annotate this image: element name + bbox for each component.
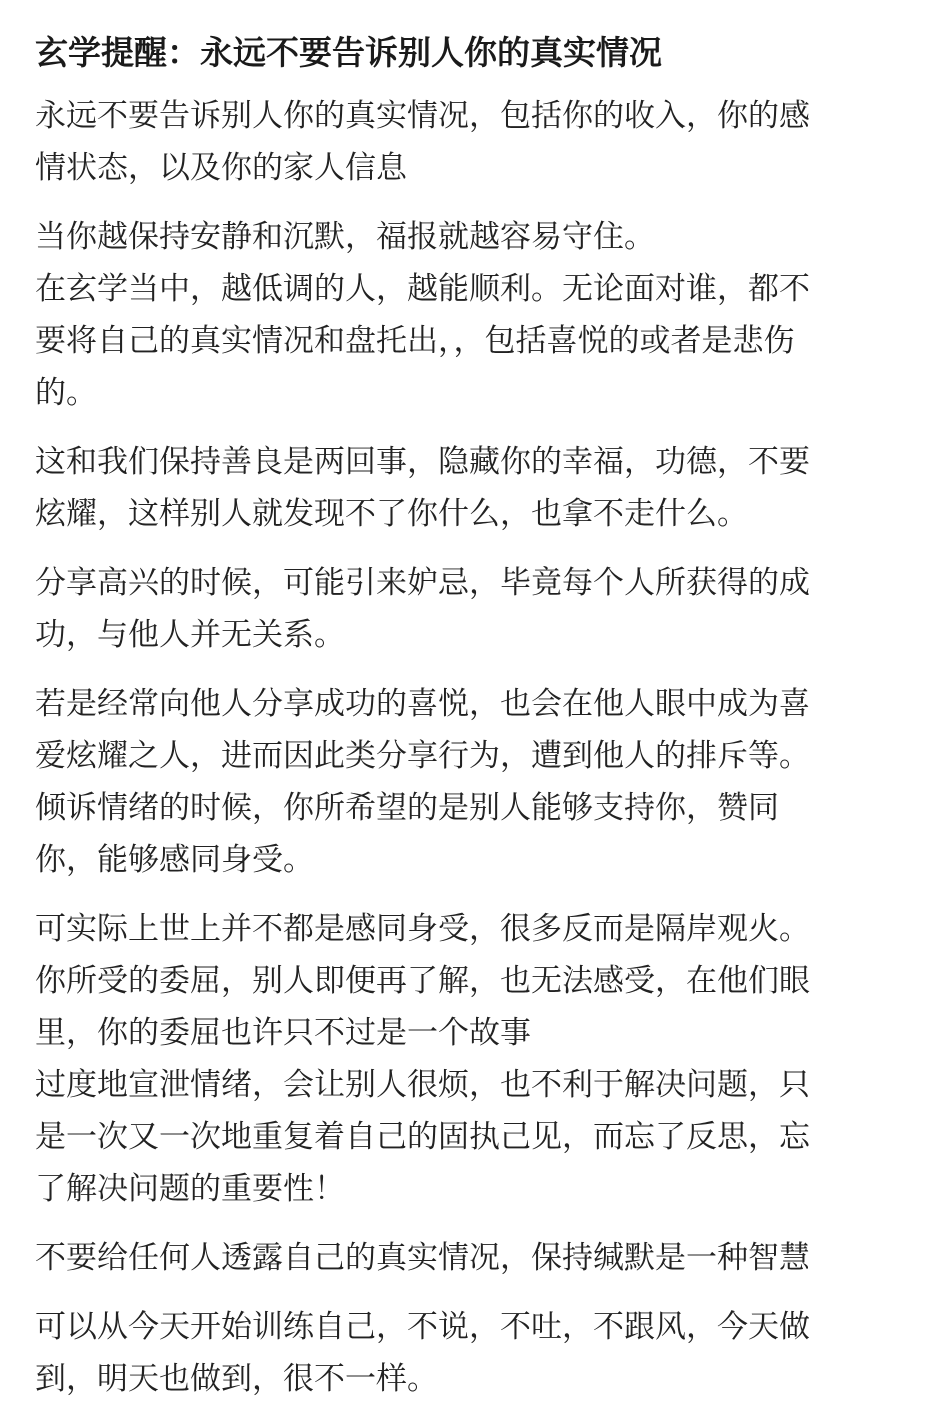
paragraph: [35, 1301, 905, 1405]
paragraph-line: 是一次又一次地重复着自己的固执己见，而忘了反思，忘: [35, 1119, 810, 1155]
paragraph-line: 可实际上世上并不都是感同身受，很多反而是隔岸观火。: [35, 911, 810, 947]
paragraph-line: 当你越保持安静和沉默，福报就越容易守住。: [35, 219, 655, 255]
paragraph-line: 情状态，以及你的家人信息: [35, 150, 407, 186]
paragraph-line: 里，你的委屈也许只不过是一个故事: [35, 1015, 531, 1051]
article-title: 玄学提醒：永远不要告诉别人你的真实情况: [35, 33, 662, 72]
paragraph-line: 这和我们保持善良是两回事，隐藏你的幸福，功德，不要: [35, 444, 810, 480]
paragraph: [35, 90, 905, 194]
paragraph: [35, 678, 905, 886]
paragraph: [35, 1232, 905, 1284]
paragraph: [35, 903, 905, 1215]
paragraph-line: 你，能够感同身受。: [35, 842, 314, 878]
paragraph-line: 在玄学当中，越低调的人，越能顺利。无论面对谁，都不: [35, 271, 810, 307]
paragraph-line: 永远不要告诉别人你的真实情况，包括你的收入，你的感: [35, 98, 810, 134]
paragraph: [35, 211, 905, 419]
paragraph-line: 的。: [35, 375, 97, 411]
paragraph-line: 了解决问题的重要性！: [35, 1171, 345, 1207]
paragraph: [35, 557, 905, 661]
paragraph-line: 若是经常向他人分享成功的喜悦，也会在他人眼中成为喜: [35, 686, 810, 722]
paragraph-line: 你所受的委屈，别人即便再了解，也无法感受，在他们眼: [35, 963, 810, 999]
article: [35, 24, 905, 1422]
paragraph-line: 到，明天也做到，很不一样。: [35, 1361, 438, 1397]
paragraph: [35, 436, 905, 540]
paragraph-line: 倾诉情绪的时候，你所希望的是别人能够支持你，赞同: [35, 790, 779, 826]
paragraph-line: 过度地宣泄情绪，会让别人很烦，也不利于解决问题，只: [35, 1067, 810, 1103]
paragraph-line: 可以从今天开始训练自己，不说，不吐，不跟风，今天做: [35, 1309, 810, 1345]
paragraph-line: 炫耀，这样别人就发现不了你什么，也拿不走什么。: [35, 496, 748, 532]
paragraph-line: 不要给任何人透露自己的真实情况，保持缄默是一种智慧: [35, 1240, 810, 1276]
paragraph-line: 爱炫耀之人，进而因此类分享行为，遭到他人的排斥等。: [35, 738, 810, 774]
paragraph-line: 分享高兴的时候，可能引来妒忌，毕竟每个人所获得的成: [35, 565, 810, 601]
paragraph-line: 要将自己的真实情况和盘托出，，包括喜悦的或者是悲伤: [35, 323, 795, 359]
paragraph-line: 功，与他人并无关系。: [35, 617, 345, 653]
